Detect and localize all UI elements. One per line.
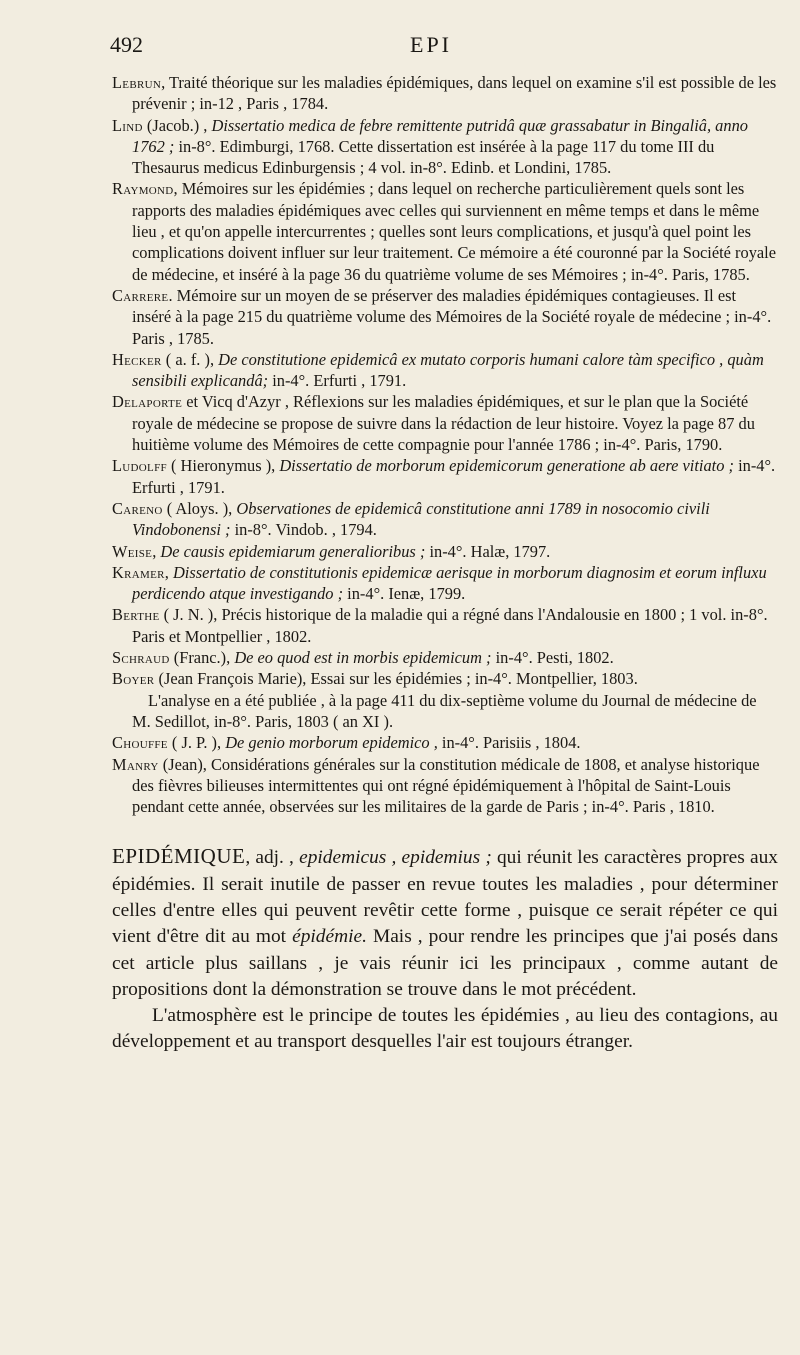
entry-separator: ( Hieronymus ), [166,456,280,476]
bibliography-entry [112,455,778,498]
entry-author: Careno [112,498,163,518]
entry-separator: ( Aloys. ), [162,498,237,518]
entry-imprint: in-4°. Ienæ, 1799. [343,584,466,604]
bibliography-entry [112,72,778,115]
entry-author: Carrere [112,285,169,305]
entry-text: Traité théorique sur les maladies épidémiques, dans lequel on examine s'il est possible de les prévenir ; in-12 , Paris , 1784. [132,73,777,114]
bibliography-entry [112,498,778,541]
entry-imprint: in-4°. Halæ, 1797. [425,541,551,561]
entry-imprint: in-4°. Parisiis , 1804. [437,733,581,753]
bibliography-entry [112,178,778,284]
entry-author: Delaporte [112,392,183,412]
bibliography-entry [112,541,778,562]
entry-title: De eo quod est in morbis epidemicum ; [234,648,492,668]
entry-text: Considérations générales sur la constitution médicale de 1808, et analyse historique des fièvres bilieuses intermittentes qui ont régné épidémiquement à l'hôpital de Saint-Louis pendant cette année, observées sur les militaires de la garde de Paris ; in-4°. Paris , 1810. [132,754,760,817]
bibliography-entry [112,285,778,349]
entry-separator: (Jean), [158,754,211,774]
entry-title: De genio morborum epidemico , [225,733,438,753]
bibliography-entry [112,668,778,689]
entry-separator: , [173,179,182,199]
bibliography-entry [112,604,778,647]
bibliography-entry [112,732,778,753]
entry-author: Raymond [112,179,174,199]
entry-author: Hecker [112,349,162,369]
entry-title: Dissertatio medica de febre remittente putridâ quæ grassabatur in Bingaliâ, anno 1762 ; [132,115,748,156]
entry-author: Kramer [112,562,165,582]
running-head: EPI [410,32,452,57]
entry-text: Mémoire sur un moyen de se préserver des maladies épidémiques contagieuses. Il est inséré à la page 215 du quatrième volume des Mémoires de la Société royale de médecine ; in-4°. Paris , 1785. [132,285,772,348]
entry-text: Réflexions sur les maladies épidémiques, et sur le plan que la Société royale de médecine se propose de suivre dans la rédaction de leur histoire. Voyez la page 87 du huitième volume des Mémoires de cette compagnie pour l'année 1786 ; in-4°. Paris, 1790. [132,392,755,455]
entry-imprint: in-8°. Edimburgi, 1768. Cette dissertation est insérée à la page 117 du tome III du Thesaurus medicus Edinburgensis ; 4 vol. in-8°. Edinb. et Londini, 1785. [132,136,715,178]
entry-text: Mémoires sur les épidémies ; dans lequel on recherche particulièrement quels sont les rapports des maladies épidémiques avec celles qui surviennent en même temps et dans le même lieu , et qu'on appelle intercurrentes ; quelles sont leurs complications, et jusqu'à quel point les complications doivent influer sur leur traitement. Ce mémoire a été couronné par la Société royale de médecine, et inséré à la page 36 du quatrième volume de ses Mémoires ; in-4°. Paris, 1785. [132,179,777,284]
entry-author: Boyer [112,669,155,689]
bibliography-entry [112,391,778,455]
entry-separator: ( J. N. ), [159,605,222,625]
page-header [110,32,778,72]
entry-imprint: in-8°. Vindob. , 1794. [230,520,377,540]
entry-title: Dissertatio de morborum epidemicorum generatione ab aere vitiato ; [279,456,734,476]
bibliography-entry [112,754,778,818]
entry-title: De causis epidemiarum generalioribus ; [160,541,426,561]
paragraph-text: qui réunit les caractères propres aux épidémies. Il serait inutile de passer en revue toutes les maladies , pour déterminer celles d'entre elles qui peuvent revêtir cette forme , puisque ce serait répéter ce qui vient d'être dit au mot [112,847,779,948]
entry-separator: (Franc.), [169,648,235,668]
article-paragraph-2: L'atmosphère est le principe de toutes les épidémies , au lieu des contagions, au développement et au transport desquelles l'air est toujours étranger. [112,1005,778,1053]
entry-separator: et Vicq d'Azyr , [182,392,294,412]
cross-reference: épidémie. [292,926,367,948]
bibliography-entry [112,115,778,179]
entry-separator: , [161,73,169,92]
bibliography-note: L'analyse en a été publiée , à la page 411 du dix-septième volume du Journal de médecine de M. Sedillot, in-8°. Paris, 1803 ( an XI ). [132,690,757,731]
bibliography [112,72,778,817]
entry-separator: , [164,562,173,582]
entry-separator: (Jean François Marie), [154,669,311,689]
entry-title: Dissertatio de constitutionis epidemicæ aerisque in morborum diagnosim et eorum influxu perdicendo atque investigando ; [132,562,767,604]
entry-author: Manry [112,754,159,774]
entry-imprint: in-4°. Erfurti , 1791. [268,371,407,391]
article-paragraph-1 [112,843,778,1003]
part-of-speech: , adj. , [245,847,300,869]
entry-author: Lind [112,115,143,135]
entry-separator: ( J. P. ), [167,733,226,753]
dictionary-article [112,843,778,1055]
entry-separator: ( a. f. ), [161,349,219,369]
latin-equivalents: epidemicus , epidemius ; [299,847,492,869]
entry-imprint: in-4°. Pesti, 1802. [491,648,614,668]
entry-separator: . [168,285,177,305]
entry-author: Berthe [112,605,160,625]
entry-separator: (Jacob.) , [142,115,212,135]
entry-author: Chouffe [112,733,168,753]
page-number: 492 [110,32,143,57]
entry-author: Lebrun [112,73,162,92]
entry-text: Essai sur les épidémies ; in-4°. Montpellier, 1803. [310,669,638,689]
entry-author: Ludolff [112,456,167,476]
headword: EPIDÉMIQUE [112,844,246,869]
entry-title: De constitutione epidemicâ ex mutato corporis humani calore tàm specifico , quàm sensibili explicandâ; [132,349,764,391]
paragraph-text: Mais , pour rendre les principes que j'ai posés dans cet article plus saillans , je vais réunir ici les principaux , comme autant de propositions dont la démonstration se trouve dans le mot précédent. [112,926,778,1000]
entry-author: Schraud [112,648,170,668]
entry-title: Observationes de epidemicâ constitutione anni 1789 in nosocomio civili Vindobonensi ; [132,498,710,540]
entry-author: Weise [112,541,153,561]
entry-text: Précis historique de la maladie qui a régné dans l'Andalousie en 1800 ; 1 vol. in-8°. Paris et Montpellier , 1802. [132,605,768,646]
entry-separator: , [152,541,161,561]
bibliography-entry [112,562,778,605]
bibliography-entry [112,349,778,392]
entry-imprint: in-4°. Erfurti , 1791. [132,456,776,497]
bibliography-entry [112,647,778,668]
